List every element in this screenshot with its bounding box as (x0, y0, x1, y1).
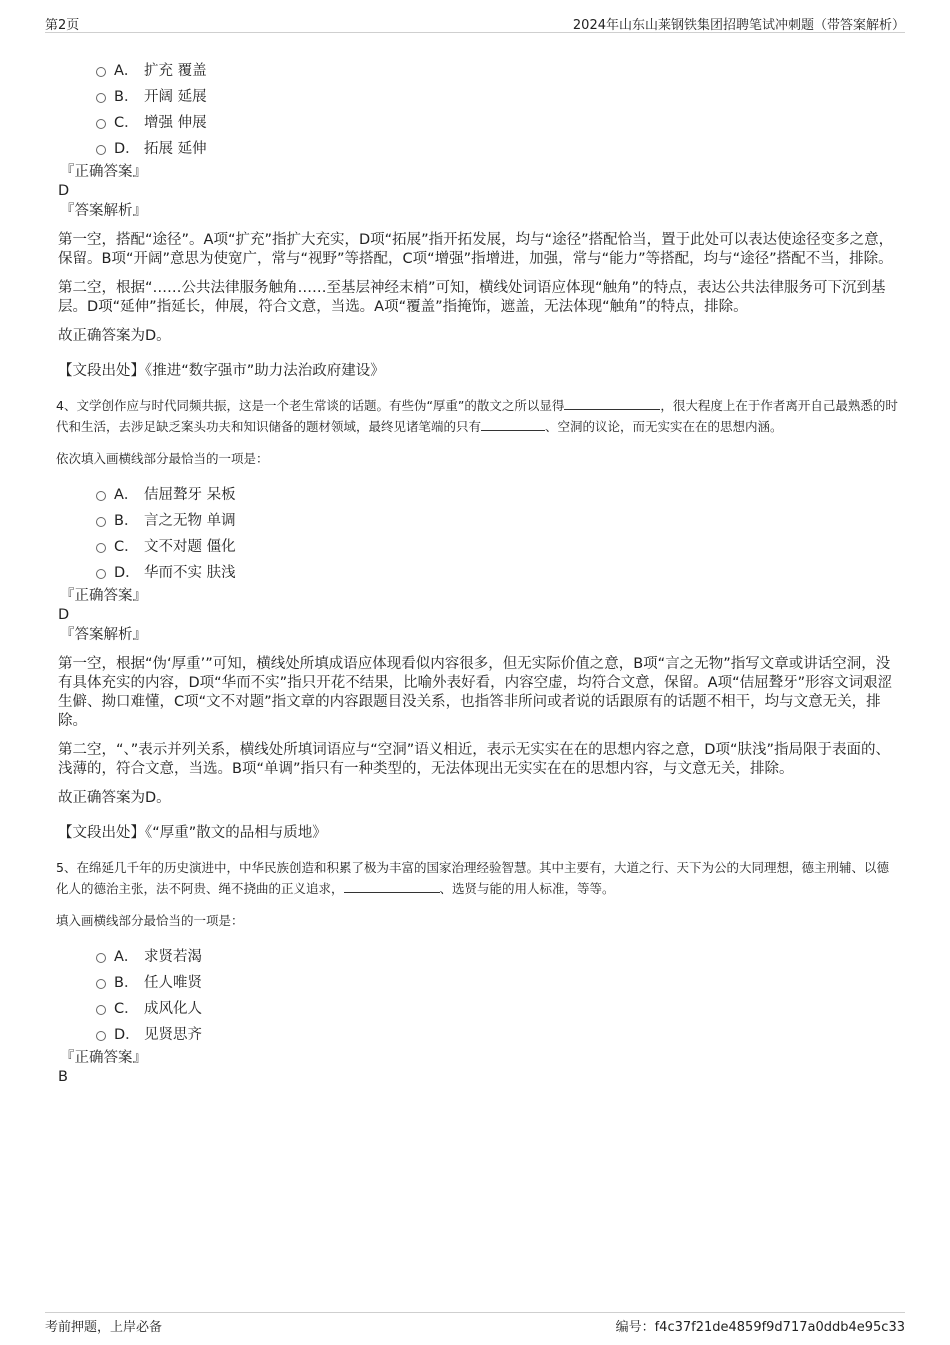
analysis-label: 『答案解析』 (60, 203, 147, 219)
q5-option-d[interactable]: D． 见贤思齐 (96, 1022, 898, 1048)
document-id: 编号：f4c37f21de4859f9d717a0ddb4e95c33 (615, 1320, 905, 1335)
q4-options (56, 482, 898, 586)
q5-answer: B (58, 1069, 68, 1085)
q4-analysis-p3: 故正确答案为D。 (58, 790, 171, 806)
q5-option-a[interactable]: A． 求贤若渴 (96, 944, 898, 970)
q4-instruction: 依次填入画横线部分最恰当的一项是： (56, 451, 269, 466)
analysis-label: 『答案解析』 (60, 627, 147, 643)
correct-answer-label: 『正确答案』 (60, 1050, 147, 1066)
q3-option-b[interactable]: B． 开阔 延展 (96, 84, 898, 110)
document-body (56, 58, 898, 1087)
answer-blank (564, 396, 660, 410)
radio-icon[interactable] (96, 67, 106, 77)
radio-icon[interactable] (96, 1005, 106, 1015)
q3-answer: D (58, 183, 70, 199)
radio-icon[interactable] (96, 517, 106, 527)
q3-option-c[interactable]: C． 增强 伸展 (96, 110, 898, 136)
q4-option-a[interactable]: A． 佶屈聱牙 呆板 (96, 482, 898, 508)
correct-answer-label: 『正确答案』 (60, 588, 147, 604)
q3-analysis-p2: 第二空，根据“……公共法律服务触角……至基层神经末梢”可知，横线处词语应体现“触角”的特点，表达公共法律服务可下沉到基层。D项“延伸”指延长，伸展，符合文意，当选。A项“覆盖”指掩饰，遮盖，无法体现“触角”的特点，排除。 (58, 280, 886, 315)
q4-analysis-p1: 第一空，根据“伪‘厚重’”可知，横线处所填成语应体现看似内容很多，但无实际价值之意，B项“言之无物”指写文章或讲话空洞，没有具体充实的内容，D项“华而不实”指只开花不结果，比喻外表好看，内容空虚，均符合文意，保留。A项“佶屈聱牙”形容文词艰涩生僻、拗口难懂，C项“文不对题”指文章的内容跟题目没关系，也指答非所问或者说的话跟原有的话题不相干，均与文意无关，排除。 (58, 656, 893, 729)
q5-option-c[interactable]: C． 成风化人 (96, 996, 898, 1022)
q5-option-b[interactable]: B． 任人唯贤 (96, 970, 898, 996)
q3-analysis-p1: 第一空，搭配“途径”。A项“扩充”指扩大充实，D项“拓展”指开拓发展，均与“途径”搭配恰当，置于此处可以表达使途径变多之意，保留。B项“开阔”意思为使宽广，常与“视野”等搭配，C项“增强”指增进，加强，常与“能力”等搭配，均与“途径”搭配不当，排除。 (58, 232, 894, 267)
radio-icon[interactable] (96, 979, 106, 989)
q4-stem: 4、文学创作应与时代同频共振，这是一个老生常谈的话题。有些伪“厚重”的散文之所以显得 ，很大程度上在于作者离开自己最熟悉的时代和生活，去涉足缺乏案头功夫和知识储备的题材领域，最终见诸笔端的只有 、空洞的议论，而无实实在在的思想内涵。 (56, 398, 898, 434)
q5-instruction: 填入画横线部分最恰当的一项是： (56, 913, 244, 928)
radio-icon[interactable] (96, 93, 106, 103)
page-header (45, 14, 905, 33)
q4-answer: D (58, 607, 70, 623)
q4-source: 【文段出处】《“厚重”散文的品相与质地》 (58, 825, 327, 841)
q3-option-d[interactable]: D． 拓展 延伸 (96, 136, 898, 162)
radio-icon[interactable] (96, 953, 106, 963)
q4-analysis-p2: 第二空，“、”表示并列关系，横线处所填词语应与“空洞”语义相近，表示无实实在在的思想内容之意，D项“肤浅”指局限于表面的、浅薄的，符合文意，当选。B项“单调”指只有一种类型的，无法体现出无实实在在的思想内容，与文意无关，排除。 (58, 742, 890, 777)
document-title: 2024年山东山莱钢铁集团招聘笔试冲刺题（带答案解析） (572, 18, 905, 33)
q5-options (56, 944, 898, 1048)
q3-option-a[interactable]: A． 扩充 覆盖 (96, 58, 898, 84)
q4-option-d[interactable]: D． 华而不实 肤浅 (96, 560, 898, 586)
q5-stem: 5、在绵延几千年的历史演进中，中华民族创造和积累了极为丰富的国家治理经验智慧。其中主要有，大道之行、天下为公的大同理想，德主刑辅、以德化人的德治主张，法不阿贵、绳不挠曲的正义追求， 、选贤与能的用人标准，等等。 (56, 860, 889, 896)
radio-icon[interactable] (96, 543, 106, 553)
page-footer (45, 1312, 905, 1335)
answer-blank (344, 879, 440, 893)
q3-source: 【文段出处】《推进“数字强市”助力法治政府建设》 (58, 363, 385, 379)
q3-options (56, 58, 898, 162)
q4-option-b[interactable]: B． 言之无物 单调 (96, 508, 898, 534)
radio-icon[interactable] (96, 119, 106, 129)
q3-analysis-p3: 故正确答案为D。 (58, 328, 171, 344)
radio-icon[interactable] (96, 491, 106, 501)
radio-icon[interactable] (96, 569, 106, 579)
answer-blank (481, 417, 545, 431)
radio-icon[interactable] (96, 1031, 106, 1041)
page-number: 第2页 (45, 18, 80, 33)
radio-icon[interactable] (96, 145, 106, 155)
q4-option-c[interactable]: C． 文不对题 僵化 (96, 534, 898, 560)
correct-answer-label: 『正确答案』 (60, 164, 147, 180)
footer-slogan: 考前押题，上岸必备 (45, 1320, 163, 1335)
